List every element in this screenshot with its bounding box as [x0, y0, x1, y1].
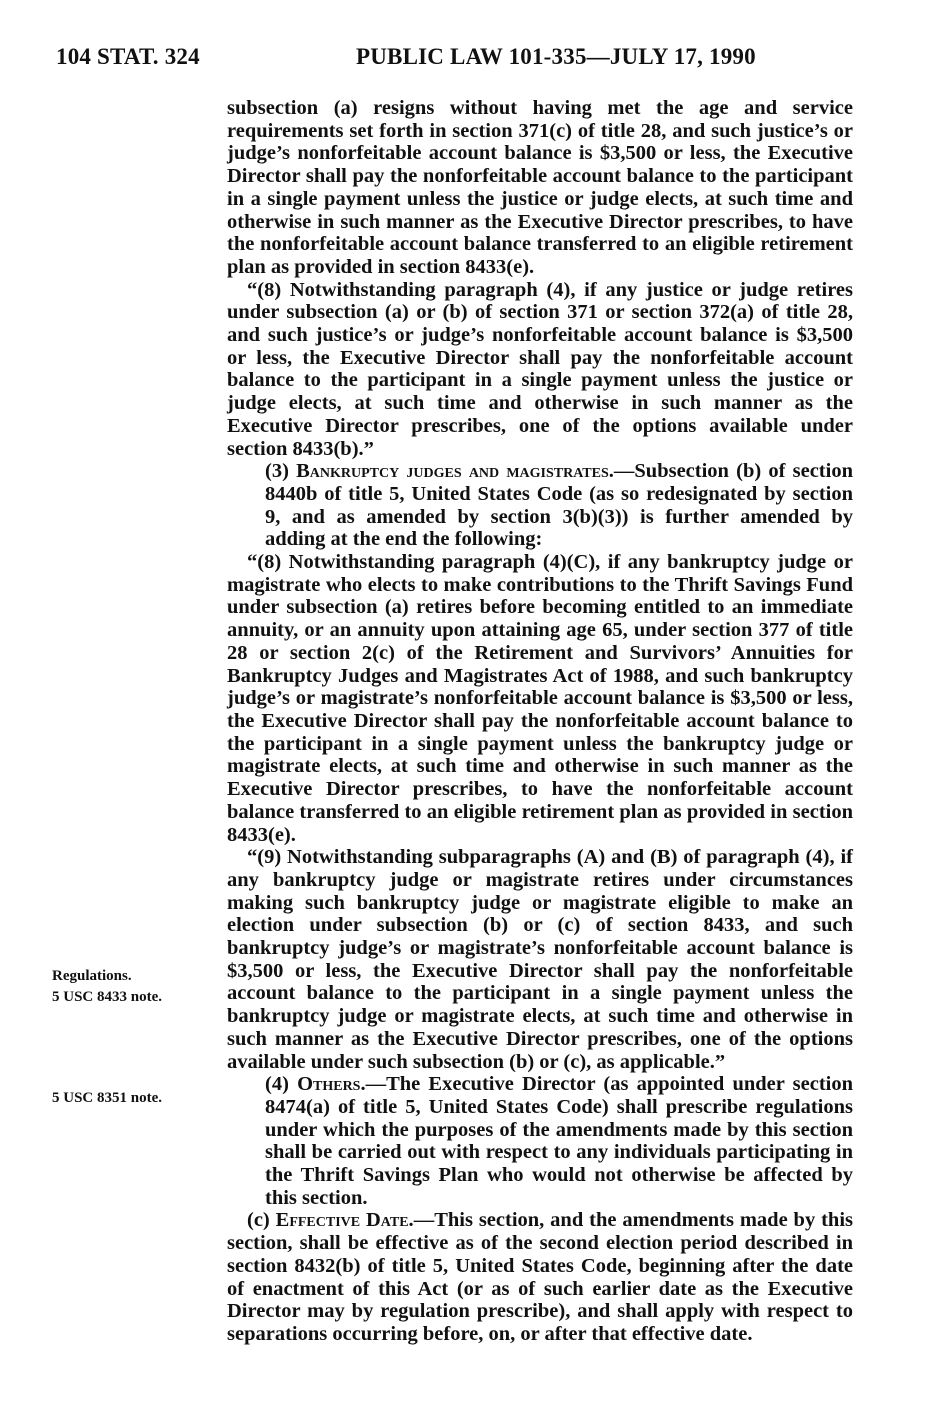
paragraph-continued: subsection (a) resigns without having met the age and service requirements set forth in section 371(c) of title 28, and such justice’s or judge’s nonforfeitable account balance is $3,500 or less, the Executive Director shall pay the nonforfeitable account balance to the participant in a single payment unless the justice or judge elects, at such time and otherwise in such manner as the Executive Director prescribes, to have the nonforfeitable account balance transferred to an eligible retirement plan as provided in section 8433(e).	[227, 97, 853, 278]
margin-note-regulations: Regulations.	[52, 968, 132, 984]
paragraph-8-justices: “(8) Notwithstanding paragraph (4), if any justice or judge retires under subsection (a) or (b) of section 371 or section 372(a) of title 28, and such justice’s or judge’s nonforfeitable account balance is $3,500 or less, the Executive Director shall pay the nonforfeitable account balance to the participant in a single payment unless the justice or judge elects, at such time and otherwise in such manner as the Executive Director prescribes, one of the options available under section 8433(b).”	[227, 278, 853, 460]
public-law-title: PUBLIC LAW 101-335—JULY 17, 1990	[356, 44, 756, 69]
paragraph-3-bankruptcy	[265, 460, 853, 551]
paragraph-9-bankruptcy: “(9) Notwithstanding subparagraphs (A) and (B) of paragraph (4), if any bankruptcy judge or magistrate retires under circumstances making such bankruptcy judge or magistrate eligible to make an election under subsection (b) or (c) of section 8433, and such bankruptcy judge’s or magistrate’s nonforfeitable account balance is $3,500 or less, the Executive Director shall pay the nonforfeitable account balance to the participant in a single payment unless the bankruptcy judge or magistrate elects, at such time and otherwise in such manner as the Executive Director prescribes, one of the options available under such subsection (b) or (c), as applicable.”	[227, 846, 853, 1073]
page-header	[56, 44, 896, 84]
paragraph-c-heading: Effective Date.	[275, 1209, 414, 1232]
paragraph-3-number: (3)	[265, 460, 289, 483]
paragraph-4-number: (4)	[265, 1073, 289, 1096]
paragraph-4-others	[265, 1073, 853, 1209]
margin-note-usc-8433: 5 USC 8433 note.	[52, 989, 163, 1005]
paragraph-c-text: —This section, and the amendments made by this section, shall be effective as of the second election period described in section 8432(b) of title 5, United States Code, beginning after the date of enactment of this Act (or as of such earlier date as the Executive Director may by regulation prescribe), and shall apply with respect to separations occurring before, on, or after that effective date.	[227, 1209, 853, 1345]
stat-page-number: 104 STAT. 324	[56, 44, 200, 69]
body-text	[227, 97, 853, 1346]
paragraph-3-heading: Bankruptcy judges and magistrates.	[296, 460, 614, 483]
paragraph-4-heading: Others.	[297, 1073, 366, 1096]
margin-note-usc-8351: 5 USC 8351 note.	[52, 1090, 163, 1106]
paragraph-8-bankruptcy: “(8) Notwithstanding paragraph (4)(C), if any bankruptcy judge or magistrate who elects to make contributions to the Thrift Savings Fund under subsection (a) retires before becoming entitled to an immediate annuity, or an annuity upon attaining age 65, under section 377 of title 28 or section 2(c) of the Retirement and Survivors’ Annuities for Bankruptcy Judges and Magistrates Act of 1988, and such bankruptcy judge’s or magistrate’s nonforfeitable account balance is $3,500 or less, the Executive Director shall pay the nonforfeitable account balance to the participant in a single payment unless the bankruptcy judge or magistrate elects, at such time and otherwise in such manner as the Executive Director prescribes, to have the nonforfeitable account balance transferred to an eligible retirement plan as provided in section 8433(e).	[227, 551, 853, 846]
paragraph-c-effective-date	[227, 1209, 853, 1345]
paragraph-3-text: —Subsection (b) of section 8440b of title 5, United States Code (as so redesignated by section 9, and as amended by section 3(b)(3)) is further amended by adding at the end the following:	[265, 460, 853, 551]
paragraph-4-text: —The Executive Director (as appointed under section 8474(a) of title 5, United States Code) shall prescribe regulations under which the purposes of the amendments made by this section shall be carried out with respect to any individuals participating in the Thrift Savings Plan who would not otherwise be affected by this section.	[265, 1073, 853, 1209]
paragraph-c-number: (c)	[247, 1209, 270, 1232]
